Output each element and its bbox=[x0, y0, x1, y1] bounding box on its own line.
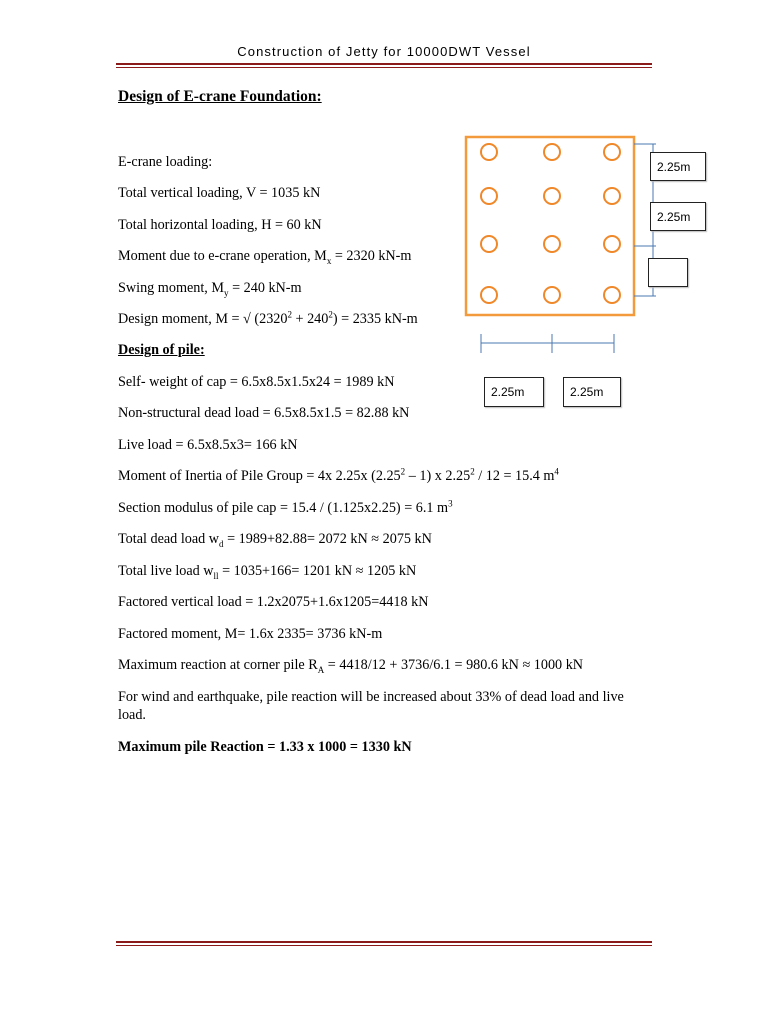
footer-rule-thick bbox=[116, 941, 652, 943]
pile-design-heading: Design of pile: bbox=[118, 342, 205, 358]
factored-vertical-load: Factored vertical load = 1.2x2075+1.6x1205=4418 kN bbox=[118, 594, 429, 610]
footer-rule-thin bbox=[116, 945, 652, 946]
pile-circle bbox=[481, 188, 497, 204]
design-moment: Design moment, M = √ $(2320^2 + 240^2) = 2335$ kN-m bbox=[118, 309, 418, 327]
pile-circle bbox=[604, 287, 620, 303]
vertical-loading: Total vertical loading, V = 1035 kN bbox=[118, 185, 321, 201]
max-pile-reaction: Maximum pile Reaction = 1.33 x 1000 = 1330 kN bbox=[118, 739, 412, 755]
right-dim-label-1: 2.25m bbox=[650, 152, 706, 181]
pile-circle bbox=[481, 236, 497, 252]
pile-circle bbox=[604, 236, 620, 252]
self-weight: Self- weight of cap = 6.5x8.5x1.5x24 = 1989 kN bbox=[118, 374, 395, 390]
pile-circle bbox=[544, 287, 560, 303]
pile-circle bbox=[544, 144, 560, 160]
pile-circle bbox=[604, 188, 620, 204]
pile-circle bbox=[481, 287, 497, 303]
moment-of-inertia: Moment of Inertia of Pile Group = 4x 2.25x (2.25$^2$ – 1) x 2.25$^2$ / 12 = 15.4 $m^4$ bbox=[118, 466, 559, 484]
total-live-load: Total live load $w_{ll} = 1035+166= 1201$ kN ≈ 1205 kN bbox=[118, 563, 417, 581]
factored-moment: Factored moment, M= 1.6x 2335= 3736 kN-m bbox=[118, 626, 383, 642]
live-load: Live load = 6.5x8.5x3= 166 kN bbox=[118, 437, 298, 453]
right-dim-label-3 bbox=[648, 258, 688, 287]
right-dim-label-2: 2.25m bbox=[650, 202, 706, 231]
section-modulus: Section modulus of pile cap = 15.4 / (1.125x2.25) = 6.1 $m^3$ bbox=[118, 498, 453, 516]
moment-operation: Moment due to e-crane operation, $M_x = 2320$ kN-m bbox=[118, 248, 412, 266]
horizontal-loading: Total horizontal loading, H = 60 kN bbox=[118, 217, 322, 233]
pile-circle bbox=[604, 144, 620, 160]
swing-moment: Swing moment, $M_y = 240$ kN-m bbox=[118, 280, 302, 298]
nonstructural-load: Non-structural dead load = 6.5x8.5x1.5 = 82.88 kN bbox=[118, 405, 410, 421]
page-header-title: Construction of Jetty for 10000DWT Vessel bbox=[237, 44, 531, 59]
wind-earthquake-note: For wind and earthquake, pile reaction will be increased about 33% of dead load and live load. bbox=[118, 689, 624, 723]
section-title: Design of E-crane Foundation: bbox=[118, 88, 322, 105]
pile-circle bbox=[544, 188, 560, 204]
bottom-dim-label-2: 2.25m bbox=[563, 377, 621, 407]
bottom-dim-label-1: 2.25m bbox=[484, 377, 544, 407]
max-corner-reaction: Maximum reaction at corner pile $R_A = 4418/12 + 3736/6.1 = 980.6$ kN ≈ 1000 kN bbox=[118, 657, 584, 675]
pile-circle bbox=[544, 236, 560, 252]
total-dead-load: Total dead load $w_d = 1989+82.88= 2072$ kN ≈ 2075 kN bbox=[118, 531, 432, 549]
loading-heading: E-crane loading: bbox=[118, 154, 213, 170]
pile-circle bbox=[481, 144, 497, 160]
